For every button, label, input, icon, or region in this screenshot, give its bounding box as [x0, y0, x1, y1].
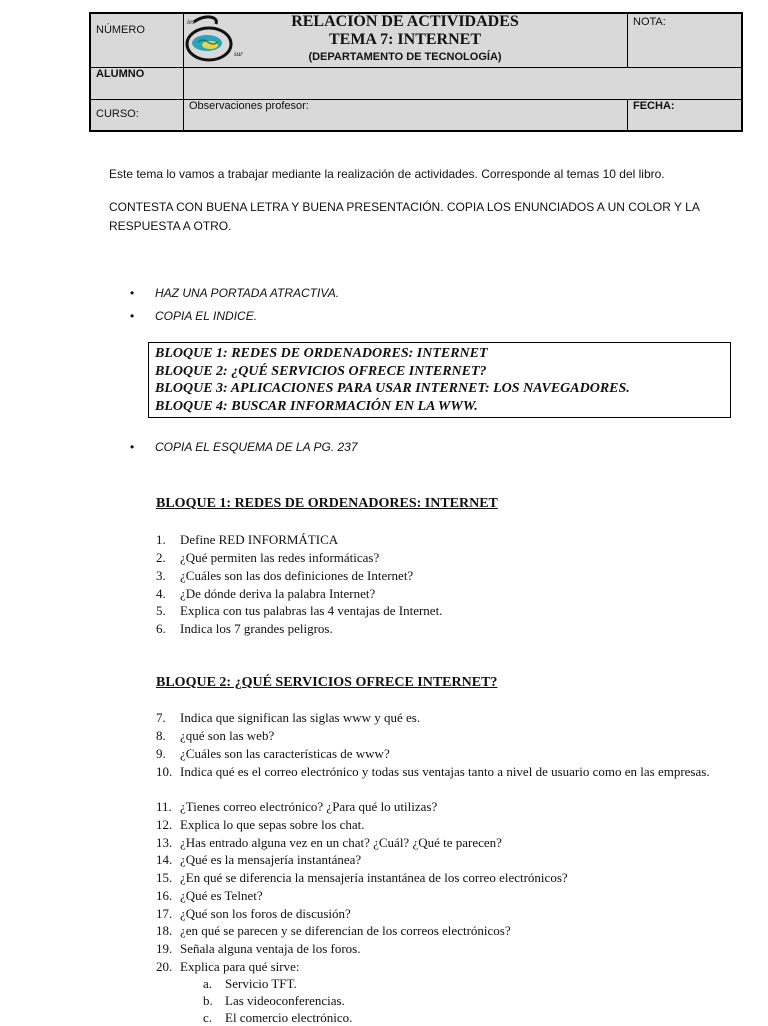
list-item: 13. ¿Has entrado alguna vez en un chat? ¿Cuál? ¿Qué te parecen?	[156, 835, 502, 850]
alumno-label: ALUMNO	[96, 68, 145, 80]
bullet-portada: • HAZ UNA PORTADA ATRACTIVA.	[130, 286, 340, 300]
list-item: 14. ¿Qué es la mensajería instantánea?	[156, 852, 362, 867]
fecha-label: FECHA:	[633, 100, 675, 112]
list-item: 19. Señala alguna ventaja de los foros.	[156, 941, 361, 956]
index-item: BLOQUE 1: REDES DE ORDENADORES: INTERNET	[155, 346, 488, 361]
list-item: 7. Indica que significan las siglas www y qué es.	[156, 710, 421, 725]
list-item: 9. ¿Cuáles son las características de www?	[156, 746, 390, 761]
header-department: (DEPARTAMENTO DE TECNOLOGÍA)	[308, 51, 502, 63]
list-item: 15. ¿En qué se diferencia la mensajería instantánea de los correo electrónicos?	[156, 870, 568, 885]
list-item: 2. ¿Qué permiten las redes informáticas?	[156, 550, 380, 565]
sub-item: c. El comercio electrónico.	[203, 1010, 353, 1025]
index-box	[148, 342, 731, 418]
header-title-line1: RELACIÓN DE ACTIVIDADES	[291, 13, 519, 30]
nota-label: NOTA:	[633, 16, 666, 28]
list-item: 20. Explica para qué sirve:	[156, 959, 300, 974]
curso-label: CURSO:	[96, 108, 139, 120]
sub-item: b. Las videoconferencias.	[203, 993, 345, 1008]
list-item: 6. Indica los 7 grandes peligros.	[156, 621, 333, 636]
header-title-line2: TEMA 7: INTERNET	[328, 31, 482, 48]
list-item: 10. Indica qué es el correo electrónico y todas sus ventajas tanto a nivel de usuario como en las empresas.	[156, 764, 710, 779]
intro-line1: Este tema lo vamos a trabajar mediante la realización de actividades. Corresponde al temas 10 del libro.	[109, 167, 665, 181]
intro-line2: CONTESTA CON BUENA LETRA Y BUENA PRESENTACIÓN. COPIA LOS ENUNCIADOS A UN COLOR Y LA	[109, 200, 700, 214]
list-item: 4. ¿De dónde deriva la palabra Internet?	[156, 586, 376, 601]
index-item: BLOQUE 4: BUSCAR INFORMACIÓN EN LA WWW.	[155, 398, 478, 414]
bullet-esquema: • COPIA EL ESQUEMA DE LA PG. 237	[130, 440, 358, 454]
intro-line3: RESPUESTA A OTRO.	[109, 219, 232, 233]
list-item: 3. ¿Cuáles son las dos definiciones de Internet?	[156, 568, 414, 583]
list-item: 12. Explica lo que sepas sobre los chat.	[156, 817, 365, 832]
list-item: 8. ¿qué son las web?	[156, 728, 275, 743]
list-item: 11. ¿Tienes correo electrónico? ¿Para qué lo utilizas?	[156, 799, 438, 814]
list-item: 16. ¿Qué es Telnet?	[156, 888, 263, 903]
index-item: BLOQUE 3: APLICACIONES PARA USAR INTERNET: LOS NAVEGADORES.	[155, 381, 630, 396]
sub-item: a. Servicio TFT.	[203, 976, 297, 991]
svg-text:ies: ies	[187, 18, 195, 26]
section2-title: BLOQUE 2: ¿QUÉ SERVICIOS OFRECE INTERNET?	[156, 675, 498, 690]
section1-title: BLOQUE 1: REDES DE ORDENADORES: INTERNET	[156, 496, 498, 511]
observaciones-label: Observaciones profesor:	[189, 100, 309, 112]
svg-text:sur: sur	[234, 50, 243, 58]
numero-label: NÚMERO	[96, 24, 145, 36]
list-item: 5. Explica con tus palabras las 4 ventajas de Internet.	[156, 603, 443, 618]
bullet-indice: • COPIA EL INDICE.	[130, 309, 258, 323]
index-item: BLOQUE 2: ¿QUÉ SERVICIOS OFRECE INTERNET?	[155, 363, 487, 379]
list-item: 17. ¿Qué son los foros de discusión?	[156, 906, 351, 921]
list-item: 1. Define RED INFORMÁTICA	[156, 532, 339, 547]
list-item: 18. ¿en qué se parecen y se diferencian de los correos electrónicos?	[156, 923, 511, 938]
